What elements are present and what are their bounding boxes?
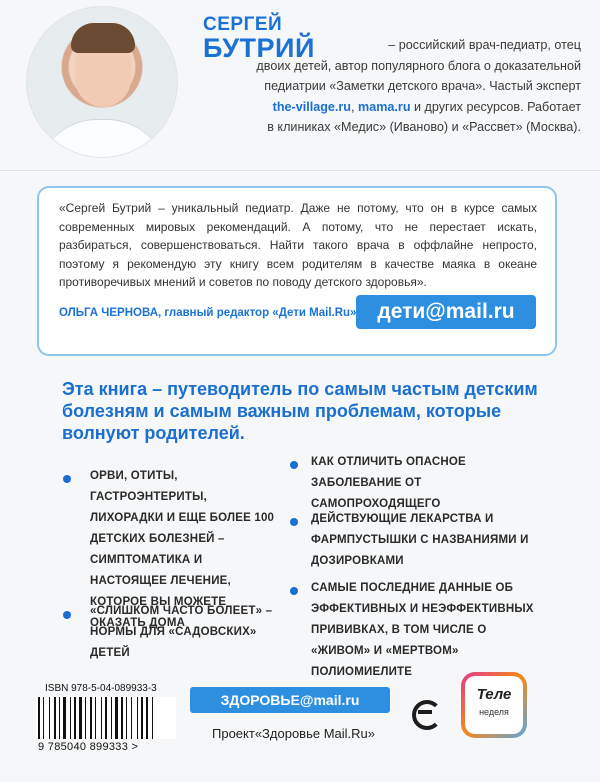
project-label: Проект«Здоровье Mail.Ru»: [212, 726, 375, 741]
barcode-bar: [79, 697, 82, 739]
bio-line-1: – российский врач-педиатр, отец: [388, 38, 581, 52]
barcode-bar: [38, 697, 40, 739]
barcode-bar: [146, 697, 148, 739]
bio-link-mama[interactable]: mama.ru: [358, 99, 411, 114]
barcode-bar: [126, 697, 127, 739]
quote-author-name: ОЛЬГА ЧЕРНОВА: [59, 307, 158, 319]
isbn-text: ISBN 978-5-04-089933-3: [45, 683, 157, 694]
barcode-bar: [74, 697, 76, 739]
quote-author: [59, 307, 356, 319]
photo-hair: [71, 23, 135, 53]
section-divider: [0, 170, 600, 171]
bio-line-2: двоих детей, автор популярного блога о доказательной: [256, 58, 581, 73]
bullet-dot: [63, 475, 71, 483]
bullet-left-2: «СЛИШКОМ ЧАСТО БОЛЕЕТ» – НОРМЫ ДЛЯ «САДОВСКИХ» ДЕТЕЙ: [90, 605, 273, 659]
barcode-bar: [59, 697, 60, 739]
author-first-name: СЕРГЕЙ: [203, 14, 283, 35]
bullet-left-1: ОРВИ, ОТИТЫ, ГАСТРОЭНТЕРИТЫ, ЛИХОРАДКИ И ЕЩЕ БОЛЕЕ 100 ДЕТСКИХ БОЛЕЗНЕЙ – СИМПТОМАТИКА И НАСТОЯЩЕЕ ЛЕЧЕНИЕ, КОТОРОЕ ВЫ МОЖЕТЕ ОКАЗАТЬ ДОМА: [90, 470, 275, 629]
bullet-right-3: САМЫЕ ПОСЛЕДНИЕ ДАННЫЕ ОБ ЭФФЕКТИВНЫХ И НЕЭФФЕКТИВНЫХ ПРИВИВКАХ, В ТОМ ЧИСЛЕ О «ЖИВОМ» И «МЕРТВОМ» ПОЛИОМИЕЛИТЕ: [311, 582, 534, 678]
bullet-right-2: ДЕЙСТВУЮЩИЕ ЛЕКАРСТВА И ФАРМПУСТЫШКИ С НАЗВАНИЯМИ И ДОЗИРОВКАМИ: [311, 513, 529, 567]
barcode-bar: [111, 697, 112, 739]
bio-comma: ,: [351, 99, 359, 114]
bullet-dot: [290, 518, 298, 526]
barcode-bar: [105, 697, 107, 739]
lead-text: Эта книга – путеводитель по самым частым детским болезням и самым важным проблемам, которые волнуют родителей.: [62, 379, 538, 443]
zdorovye-mail-logo: ЗДОРОВЬЕ@mail.ru: [190, 687, 390, 713]
bullet-dot: [290, 587, 298, 595]
bio-link-village[interactable]: the-village.ru: [272, 99, 352, 114]
barcode-bar: [49, 697, 50, 739]
bio-line-4: [203, 97, 581, 118]
author-last-name: БУТРИЙ: [203, 33, 315, 63]
barcode-bar: [70, 697, 71, 739]
barcode-bar: [101, 697, 102, 739]
deti-mail-logo: дети@mail.ru: [356, 295, 536, 329]
barcode-number: 9 785040 899333 >: [38, 741, 139, 753]
barcode-bar: [115, 697, 118, 739]
barcode-bar: [54, 697, 56, 739]
barcode-bar: [121, 697, 123, 739]
quote-author-role: , главный редактор «Дети Mail.Ru»: [158, 307, 357, 319]
barcode-bar: [63, 697, 66, 739]
barcode-bar: [137, 697, 138, 739]
telenedelya-logo-subtitle: неделя: [479, 707, 509, 717]
bullet-right-1: КАК ОТЛИЧИТЬ ОПАСНОЕ ЗАБОЛЕВАНИЕ ОТ САМОПРОХОДЯЩЕГО: [311, 456, 466, 510]
eksmo-logo-icon: [412, 700, 442, 730]
quote-text: «Сергей Бутрий – уникальный педиатр. Даже не потому, что он в курсе самых современных мировых рекомендаций. А потому, что не перестает искать, разбираться, совершенствоваться. Найти такого врача в оффлайне непросто, поэтому я рекомендую эту книгу всем родителям в качестве маяка в океане противоречивых мнений и советов по поводу детского здоровья».: [59, 201, 537, 289]
barcode-bar: [43, 697, 44, 739]
bio-line-3: педиатрии «Заметки детского врача». Частый эксперт: [264, 79, 581, 93]
author-bio: [203, 35, 581, 138]
telenedelya-logo-title: Теле: [476, 686, 512, 703]
barcode-bar: [131, 697, 132, 739]
eksmo-logo-bar: [418, 710, 432, 714]
barcode-bar: [141, 697, 143, 739]
photo-coat: [37, 119, 167, 158]
barcode-bar: [85, 697, 86, 739]
author-photo: [26, 6, 178, 158]
bio-line-4-rest: и других ресурсов. Работает: [410, 99, 581, 114]
barcode-bar: [152, 697, 153, 739]
telenedelya-logo-inner: [465, 676, 523, 734]
telenedelya-logo: [461, 672, 527, 738]
barcode-bar: [90, 697, 92, 739]
bullet-dot: [290, 461, 298, 469]
bio-line-5: в клиниках «Медис» (Иваново) и «Рассвет» (Москва).: [267, 120, 581, 134]
barcode: [36, 697, 176, 739]
bullet-dot: [63, 611, 71, 619]
barcode-bar: [95, 697, 96, 739]
